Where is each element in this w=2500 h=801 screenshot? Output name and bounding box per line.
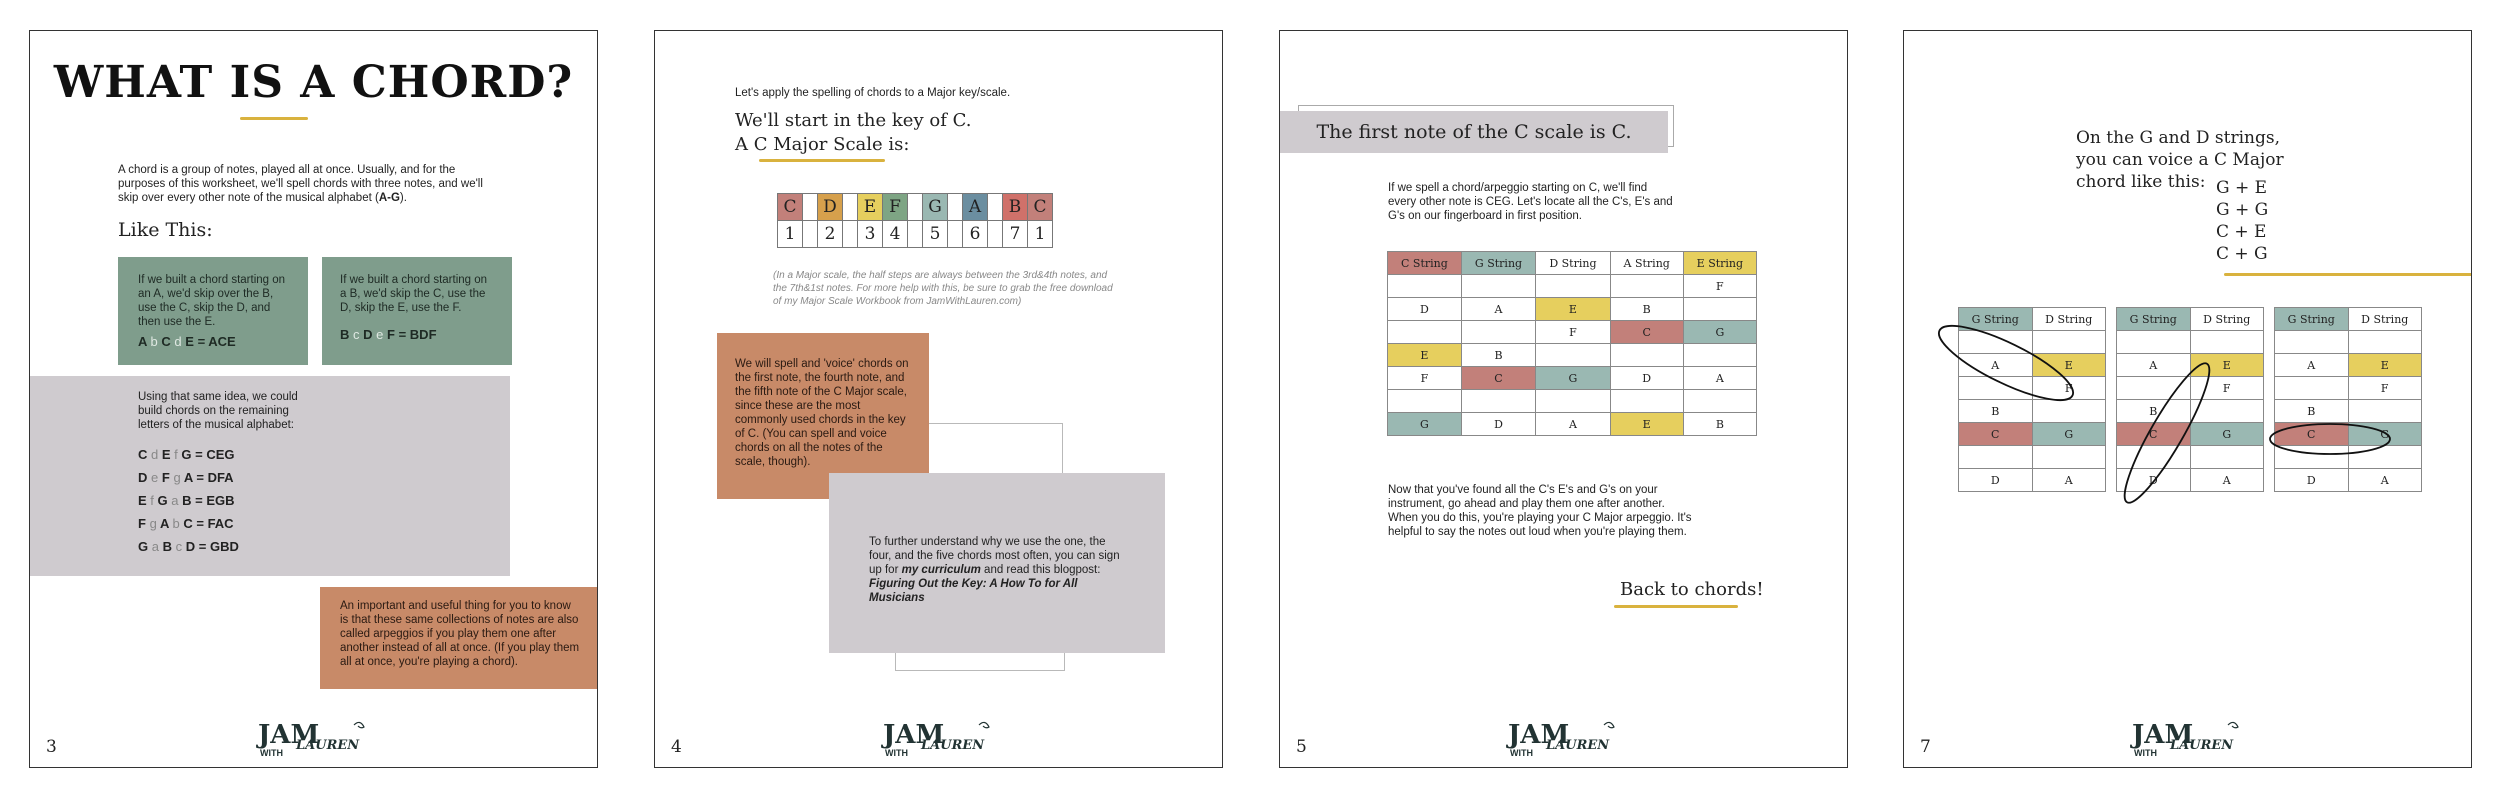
string-header: A String	[1610, 252, 1683, 275]
g-d-string-table	[2116, 307, 2264, 492]
fingerboard-cell	[1388, 390, 1462, 413]
string-header: G String	[2275, 308, 2349, 331]
g-d-string-table	[1958, 307, 2106, 492]
section-heading: We'll start in the key of C. A C Major Scale is:	[735, 110, 972, 155]
fingerboard-cell	[1461, 321, 1535, 344]
fingerboard-cell: D	[1959, 469, 2033, 492]
scale-note-cell	[988, 194, 1003, 221]
page-5	[1279, 30, 1848, 768]
intro-paragraph: If we spell a chord/arpeggio starting on C, we'll find every other note is CEG. Let's locate all the C's, E's and G's on our fingerboard in first position.	[1388, 182, 1673, 222]
remaining-chords-box	[30, 376, 510, 576]
fingerboard-cell: E	[2190, 354, 2264, 377]
fingerboard-cell: G	[2190, 423, 2264, 446]
scale-note-cell: F	[883, 194, 908, 221]
fingerboard-cell	[1388, 275, 1462, 298]
fingerboard-cell: F	[1683, 275, 1756, 298]
voicing-combinations	[2216, 177, 2268, 265]
fingerboard-cell: E	[1536, 298, 1610, 321]
fingerboard-cell	[1388, 321, 1462, 344]
scale-note-cell: E	[858, 194, 883, 221]
svg-text:JAM: JAM	[882, 720, 944, 750]
curriculum-box: To further understand why we use the one, the four, and the five chords most often, you can sign up for my curriculum and read this blogpost: Figuring Out the Key: A How To for All Musicians	[829, 473, 1165, 653]
fingerboard-cell	[2032, 446, 2106, 469]
fingerboard-cell	[2032, 400, 2106, 423]
fingerboard-cell	[1461, 390, 1535, 413]
chord-a-box	[118, 257, 308, 365]
fingerboard-cell: B	[1461, 344, 1535, 367]
page-number: 7	[1920, 737, 1931, 757]
fingerboard-cell: A	[2190, 469, 2264, 492]
svg-text:LAUREN: LAUREN	[920, 738, 984, 753]
fingerboard-cell	[1683, 344, 1756, 367]
fingerboard-cell	[1959, 446, 2033, 469]
svg-text:LAUREN: LAUREN	[295, 738, 359, 753]
scale-degree-cell	[803, 221, 818, 248]
svg-text:JAM: JAM	[1507, 720, 1569, 750]
page-3	[29, 30, 598, 768]
string-header: G String	[1959, 308, 2033, 331]
scale-degree-cell	[948, 221, 963, 248]
fingerboard-cell: D	[2117, 469, 2191, 492]
string-header: D String	[1536, 252, 1610, 275]
voicing-combo: G + E	[2216, 178, 2268, 198]
scale-note-cell: C	[778, 194, 803, 221]
fingerboard-cell: C	[1610, 321, 1683, 344]
fingerboard-cell: A	[2032, 469, 2106, 492]
svg-text:WITH: WITH	[884, 748, 908, 758]
voicing-heading: On the G and D strings, you can voice a C Major chord like this:	[2076, 128, 2284, 192]
fingerboard-cell	[2190, 446, 2264, 469]
fingerboard-cell: G	[1536, 367, 1610, 390]
scale-degree-cell: 7	[1003, 221, 1028, 248]
c-e-g-fingerboard-table	[1387, 251, 1757, 436]
arpeggio-note-box	[320, 587, 598, 689]
fingerboard-cell: G	[1388, 413, 1462, 436]
fingerboard-cell	[2117, 377, 2191, 400]
fingerboard-cell	[1610, 275, 1683, 298]
string-header: D String	[2032, 308, 2106, 331]
scale-degree-cell: 1	[778, 221, 803, 248]
fingerboard-cell	[2275, 377, 2349, 400]
voicing-text: We will spell and 'voice' chords on the first note, the fourth note, and the fifth note of the C Major scale, since these are the most commonly used chords in the key of C. (You can spell and voice chords on all the notes of the scale, though).	[735, 358, 909, 468]
fingerboard-cell: A	[2275, 354, 2349, 377]
fingerboard-cell: F	[2032, 377, 2106, 400]
fingerboard-cell: A	[2117, 354, 2191, 377]
scale-degree-cell: 4	[883, 221, 908, 248]
string-header: D String	[2190, 308, 2264, 331]
fingerboard-cell: F	[1536, 321, 1610, 344]
fingerboard-cell: A	[1683, 367, 1756, 390]
banner: The first note of the C scale is C.	[1280, 111, 1668, 153]
fingerboard-cell: E	[1388, 344, 1462, 367]
fingerboard-cell: A	[2348, 469, 2422, 492]
fingerboard-cell	[1683, 390, 1756, 413]
fingerboard-cell: B	[1683, 413, 1756, 436]
fingerboard-cell	[1959, 331, 2033, 354]
c-major-scale-table	[777, 193, 1053, 248]
lead-text: Let's apply the spelling of chords to a Major key/scale.	[735, 87, 1011, 99]
fingerboard-cell	[2117, 446, 2191, 469]
fingerboard-cell	[2190, 400, 2264, 423]
fingerboard-cell	[1536, 344, 1610, 367]
scale-degree-cell	[988, 221, 1003, 248]
fingerboard-cell	[2275, 446, 2349, 469]
scale-note-cell	[948, 194, 963, 221]
fingerboard-cell	[1536, 390, 1610, 413]
string-header: E String	[1683, 252, 1756, 275]
like-this-heading: Like This:	[118, 219, 213, 241]
scale-degree-cell	[908, 221, 923, 248]
page-4	[654, 30, 1223, 768]
fingerboard-cell: B	[2275, 400, 2349, 423]
page-number: 4	[671, 737, 682, 757]
fingerboard-cell	[2348, 331, 2422, 354]
chord-spelling: D e F g A = DFA	[138, 470, 234, 485]
scale-note-cell	[803, 194, 818, 221]
fingerboard-cell	[1683, 298, 1756, 321]
voicing-combo: C + E	[2216, 222, 2267, 242]
fingerboard-cell	[2032, 331, 2106, 354]
outro-paragraph: Now that you've found all the C's E's and G's on your instrument, go ahead and play them one after another. When you do this, you're playing your C Major arpeggio. It's helpful to say the notes out loud when you're playing them.	[1388, 484, 1692, 538]
curriculum-link[interactable]: my curriculum	[901, 564, 981, 576]
fingerboard-cell	[1461, 275, 1535, 298]
fingerboard-cell: D	[1461, 413, 1535, 436]
chord-a-text: If we built a chord starting on an A, we'd skip over the B, use the C, skip the D, and then use the E.	[138, 274, 286, 328]
chord-b-spelling: B c D e F = BDF	[340, 327, 437, 342]
scale-note-cell: B	[1003, 194, 1028, 221]
string-header: G String	[2117, 308, 2191, 331]
chord-spelling: F g A b C = FAC	[138, 516, 234, 531]
scale-degree-cell: 2	[818, 221, 843, 248]
scale-degree-cell: 5	[923, 221, 948, 248]
heading-underline	[2224, 273, 2472, 276]
scale-degree-cell: 1	[1028, 221, 1053, 248]
scale-note-cell	[843, 194, 858, 221]
fingerboard-cell: D	[1388, 298, 1462, 321]
fingerboard-cell: C	[2117, 423, 2191, 446]
scale-note-cell: A	[963, 194, 988, 221]
fingerboard-cell: F	[2348, 377, 2422, 400]
fingerboard-cell	[2275, 331, 2349, 354]
intro-paragraph: A chord is a group of notes, played all at once. Usually, and for the purposes of this worksheet, we'll spell chords with three notes, and we'll skip over every other note of the musical alphabet (A-G).	[118, 164, 483, 204]
jam-with-lauren-logo	[254, 713, 374, 759]
page-number: 3	[46, 737, 57, 757]
scale-note-cell: G	[923, 194, 948, 221]
fingerboard-cell	[2348, 400, 2422, 423]
svg-text:LAUREN: LAUREN	[2169, 738, 2233, 753]
chord-spelling: E f G a B = EGB	[138, 493, 235, 508]
scale-degree-cell: 3	[858, 221, 883, 248]
voicing-combo: G + G	[2216, 200, 2269, 220]
chord-spelling: G a B c D = GBD	[138, 539, 239, 554]
fingerboard-cell: B	[1959, 400, 2033, 423]
chord-b-box	[322, 257, 512, 365]
fingerboard-cell	[1610, 344, 1683, 367]
scale-note-cell: D	[818, 194, 843, 221]
fingerboard-cell: E	[1610, 413, 1683, 436]
fingerboard-cell: A	[1536, 413, 1610, 436]
fingerboard-cell: F	[2190, 377, 2264, 400]
fingerboard-cell: G	[1683, 321, 1756, 344]
title-underline	[240, 117, 308, 120]
page-title: WHAT IS A CHORD?	[53, 57, 574, 108]
fingerboard-cell: G	[2032, 423, 2106, 446]
chord-a-spelling: A b C d E = ACE	[138, 334, 236, 349]
jam-with-lauren-logo	[879, 713, 999, 759]
fingerboard-cell: D	[1610, 367, 1683, 390]
chord-b-text: If we built a chord starting on a B, we'd skip the C, use the D, skip the E, use the F.	[340, 274, 488, 314]
svg-text:JAM: JAM	[257, 720, 319, 750]
fingerboard-cell: B	[2117, 400, 2191, 423]
arpeggio-note-text: An important and useful thing for you to know is that these same collections of notes are also called arpeggios if you play them one after another instead of all at once. (If you play them all at once, you're playing a chord).	[340, 600, 580, 668]
jam-with-lauren-logo	[1504, 713, 1624, 759]
scale-degree-cell: 6	[963, 221, 988, 248]
fingerboard-cell: E	[2032, 354, 2106, 377]
back-link-underline	[1614, 605, 1738, 608]
blogpost-link[interactable]: Figuring Out the Key: A How To for All Musicians	[869, 578, 1078, 604]
voicing-combo: C + G	[2216, 244, 2268, 264]
fingerboard-cell: A	[1959, 354, 2033, 377]
scale-degree-cell	[843, 221, 858, 248]
svg-text:WITH: WITH	[1509, 748, 1533, 758]
svg-text:LAUREN: LAUREN	[1545, 738, 1609, 753]
fingerboard-cell: C	[1959, 423, 2033, 446]
g-d-string-table	[2274, 307, 2422, 492]
svg-text:JAM: JAM	[2131, 720, 2193, 750]
fingerboard-cell: D	[2275, 469, 2349, 492]
chord-list	[138, 448, 490, 554]
half-step-note: (In a Major scale, the half steps are always between the 3rd&4th notes, and the 7th&1st notes. For more help with this, be sure to grab the free download of my Major Scale Workbook from JamWithLauren.com)	[773, 270, 1113, 307]
same-idea-text: Using that same idea, we could build chords on the remaining letters of the musical alphabet:	[138, 391, 298, 431]
fingerboard-cell: E	[2348, 354, 2422, 377]
fingerboard-cell	[2117, 331, 2191, 354]
fingerboard-cell	[1959, 377, 2033, 400]
fingerboard-cell	[2348, 446, 2422, 469]
svg-text:WITH: WITH	[2133, 748, 2157, 758]
fingerboard-cell: G	[2348, 423, 2422, 446]
string-header: D String	[2348, 308, 2422, 331]
fingerboard-cell: C	[1461, 367, 1535, 390]
fingerboard-cell	[1610, 390, 1683, 413]
back-to-chords-link[interactable]: Back to chords!	[1620, 579, 1764, 600]
svg-text:WITH: WITH	[259, 748, 283, 758]
string-header: G String	[1461, 252, 1535, 275]
scale-note-cell	[908, 194, 923, 221]
heading-underline	[759, 159, 885, 162]
page-number: 5	[1296, 737, 1307, 757]
string-header: C String	[1388, 252, 1462, 275]
page-7	[1903, 30, 2472, 768]
chord-spelling: C d E f G = CEG	[138, 447, 235, 462]
fingerboard-cell: C	[2275, 423, 2349, 446]
scale-note-cell: C	[1028, 194, 1053, 221]
fingerboard-cell	[1536, 275, 1610, 298]
fingerboard-cell	[2190, 331, 2264, 354]
jam-with-lauren-logo	[2128, 713, 2248, 759]
fingerboard-cell: F	[1388, 367, 1462, 390]
fingerboard-cell: A	[1461, 298, 1535, 321]
fingerboard-cell: B	[1610, 298, 1683, 321]
